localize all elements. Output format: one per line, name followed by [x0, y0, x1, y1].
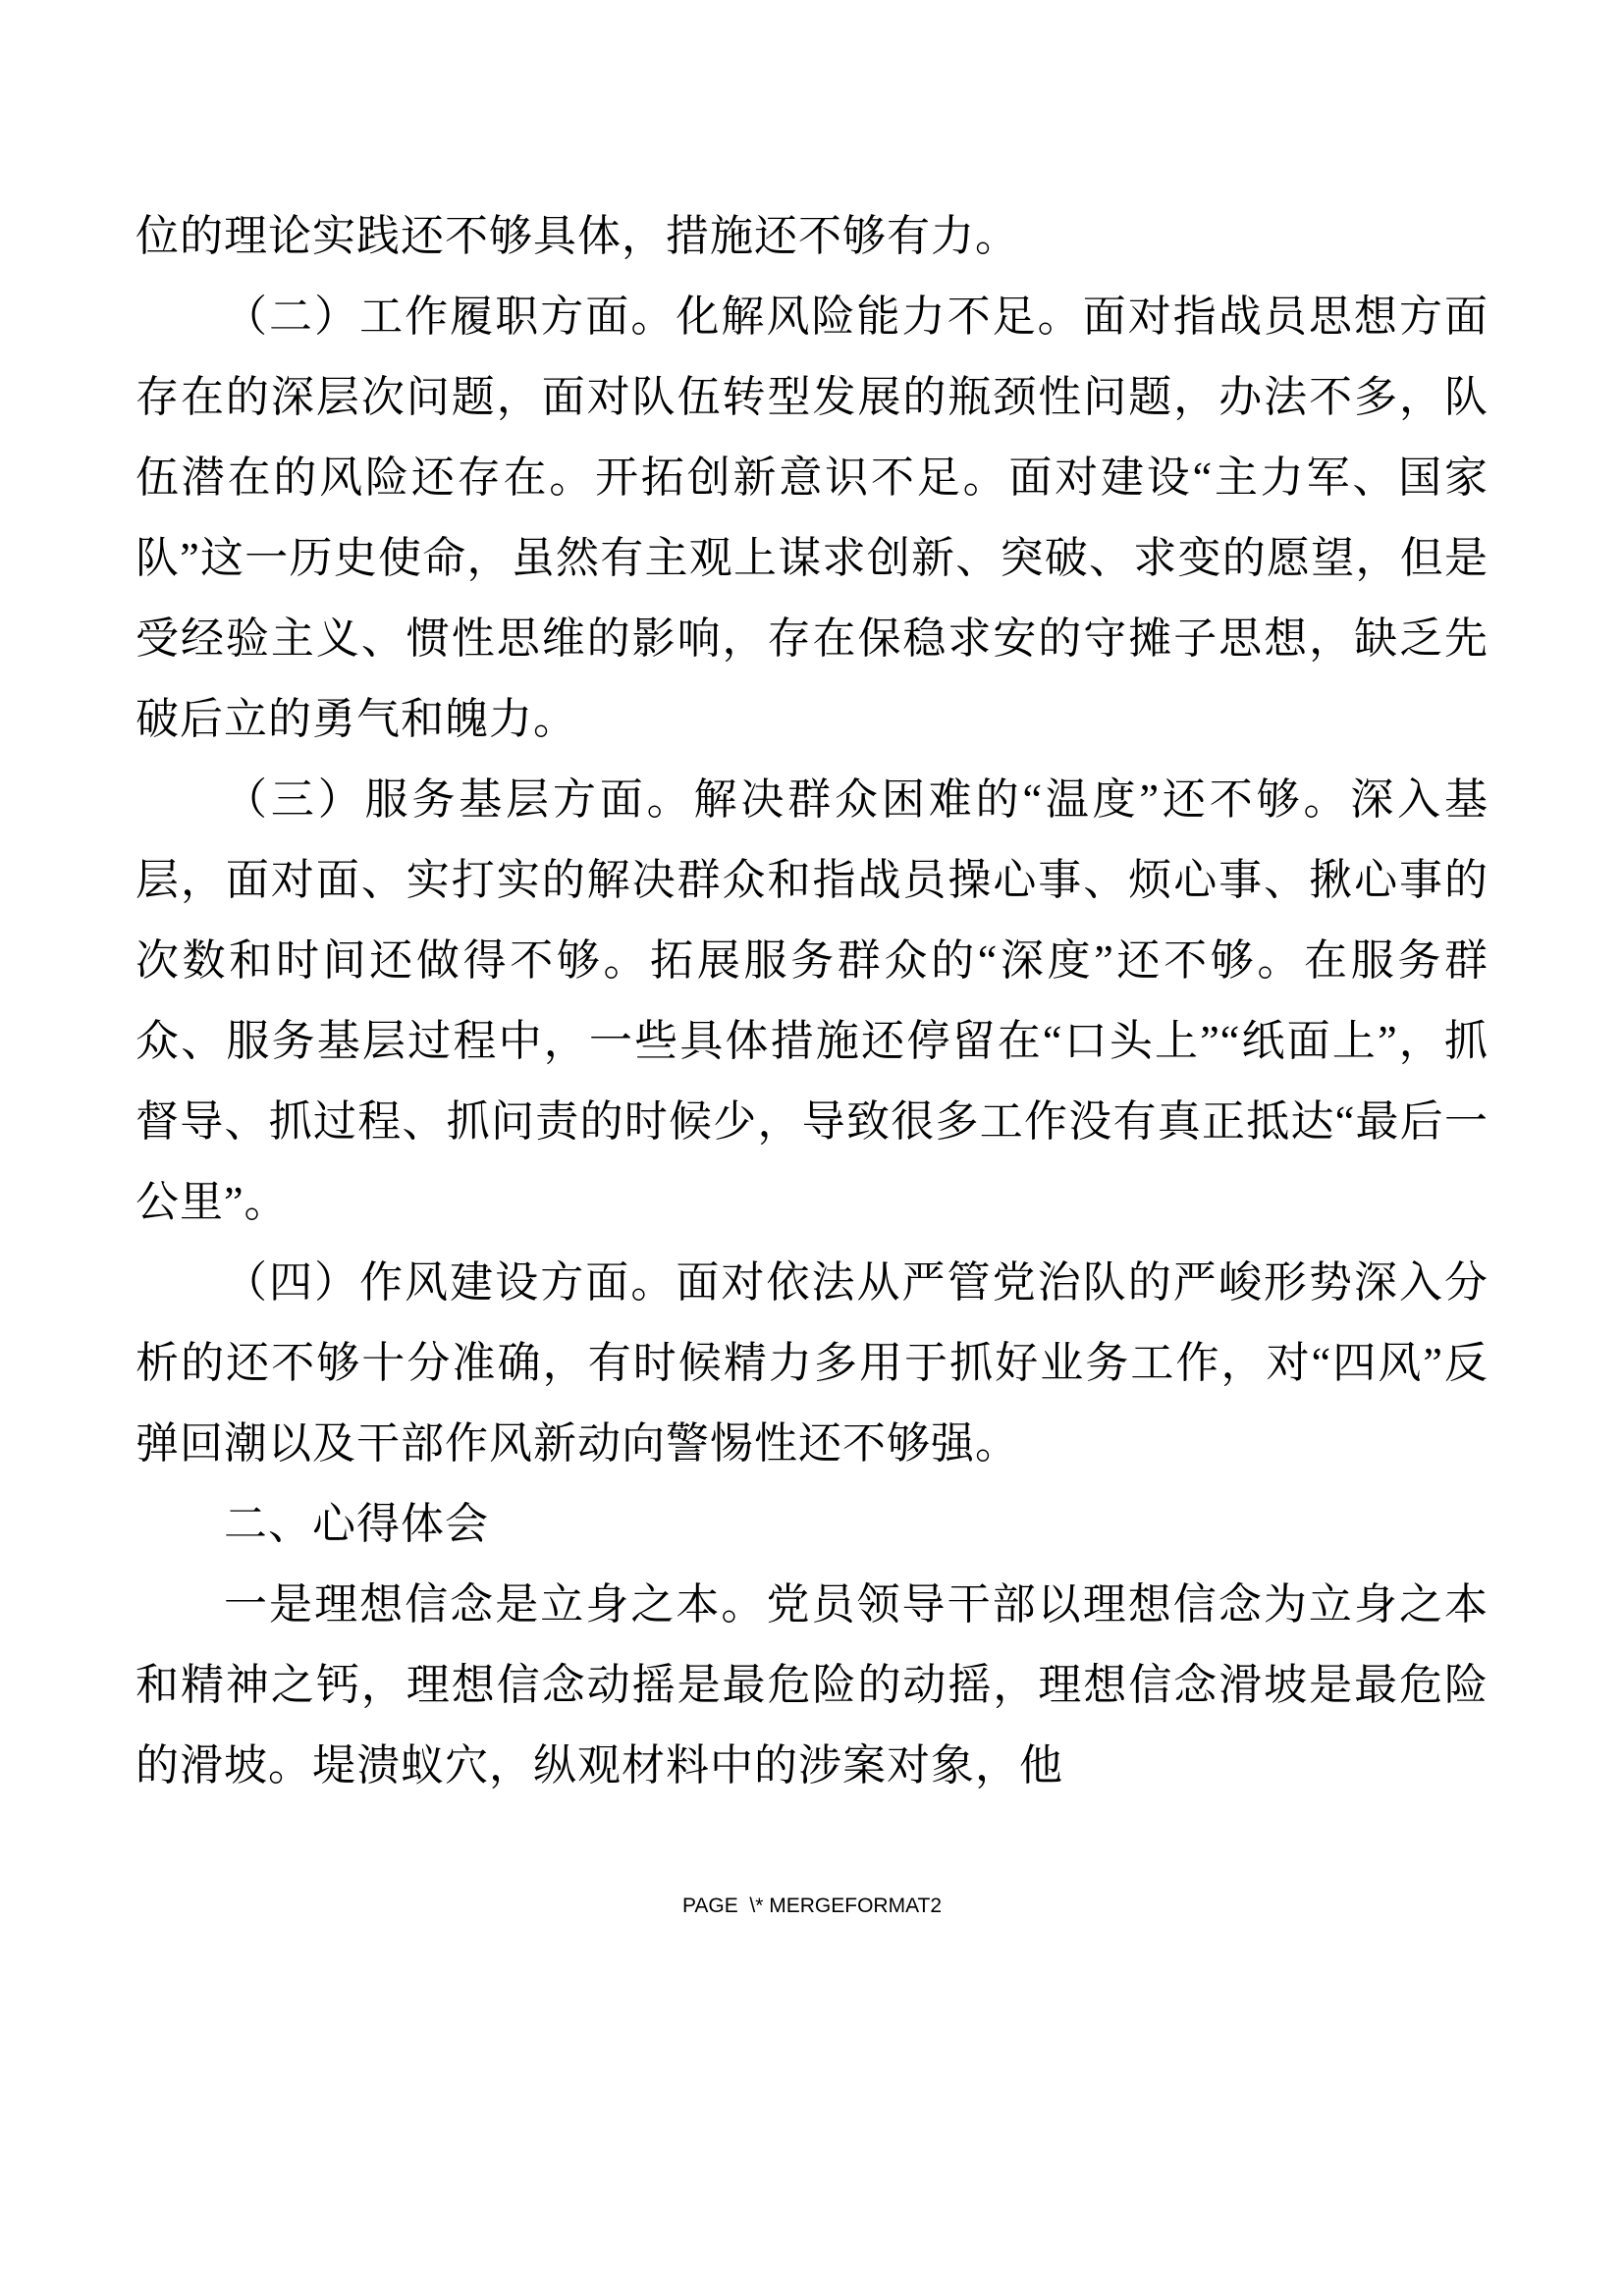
paragraph-ideal-belief: 一是理想信念是立身之本。党员领导干部以理想信念为立身之本和精神之钙，理想信念动摇是最危险的动摇，理想信念滑坡是最危险的滑坡。堤溃蚁穴，纵观材料中的涉案对象，他	[135, 1580, 1489, 1789]
page-number-field: PAGE \* MERGEFORMAT2	[681, 1895, 943, 1917]
paragraph-section-3-serve-grassroots: （三）服务基层方面。解决群众困难的“温度”还不够。深入基层，面对面、实打实的解决群众和指战员操心事、烦心事、揪心事的次数和时间还做得不够。拓展服务群众的“深度”还不够。在服务群众、服务基层过程中，一些具体措施还停留在“口头上”“纸面上”，抓督导、抓过程、抓问责的时候少，导致很多工作没有真正抵达“最后一公里”。	[135, 775, 1489, 1226]
paragraph-section-4-work-style: （四）作风建设方面。面对依法从严管党治队的严峻形势深入分析的还不够十分准确，有时候精力多用于抓好业务工作，对“四风”反弹回潮以及干部作风新动向警惕性还不够强。	[135, 1258, 1489, 1468]
heading-section-2-reflections: 二、心得体会	[224, 1500, 489, 1548]
paragraph-section-2-work-duty: （二）工作履职方面。化解风险能力不足。面对指战员思想方面存在的深层次问题，面对队伍转型发展的瓶颈性问题，办法不多，队伍潜在的风险还存在。开拓创新意识不足。面对建设“主力军、国家队”这一历史使命，虽然有主观上谋求创新、突破、求变的愿望，但是受经验主义、惯性思维的影响，存在保稳求安的守摊子思想，缺乏先破后立的勇气和魄力。	[135, 293, 1489, 743]
document-body	[135, 196, 1489, 1806]
paragraph-continuation: 位的理论实践还不够具体，措施还不够有力。	[135, 212, 1019, 260]
